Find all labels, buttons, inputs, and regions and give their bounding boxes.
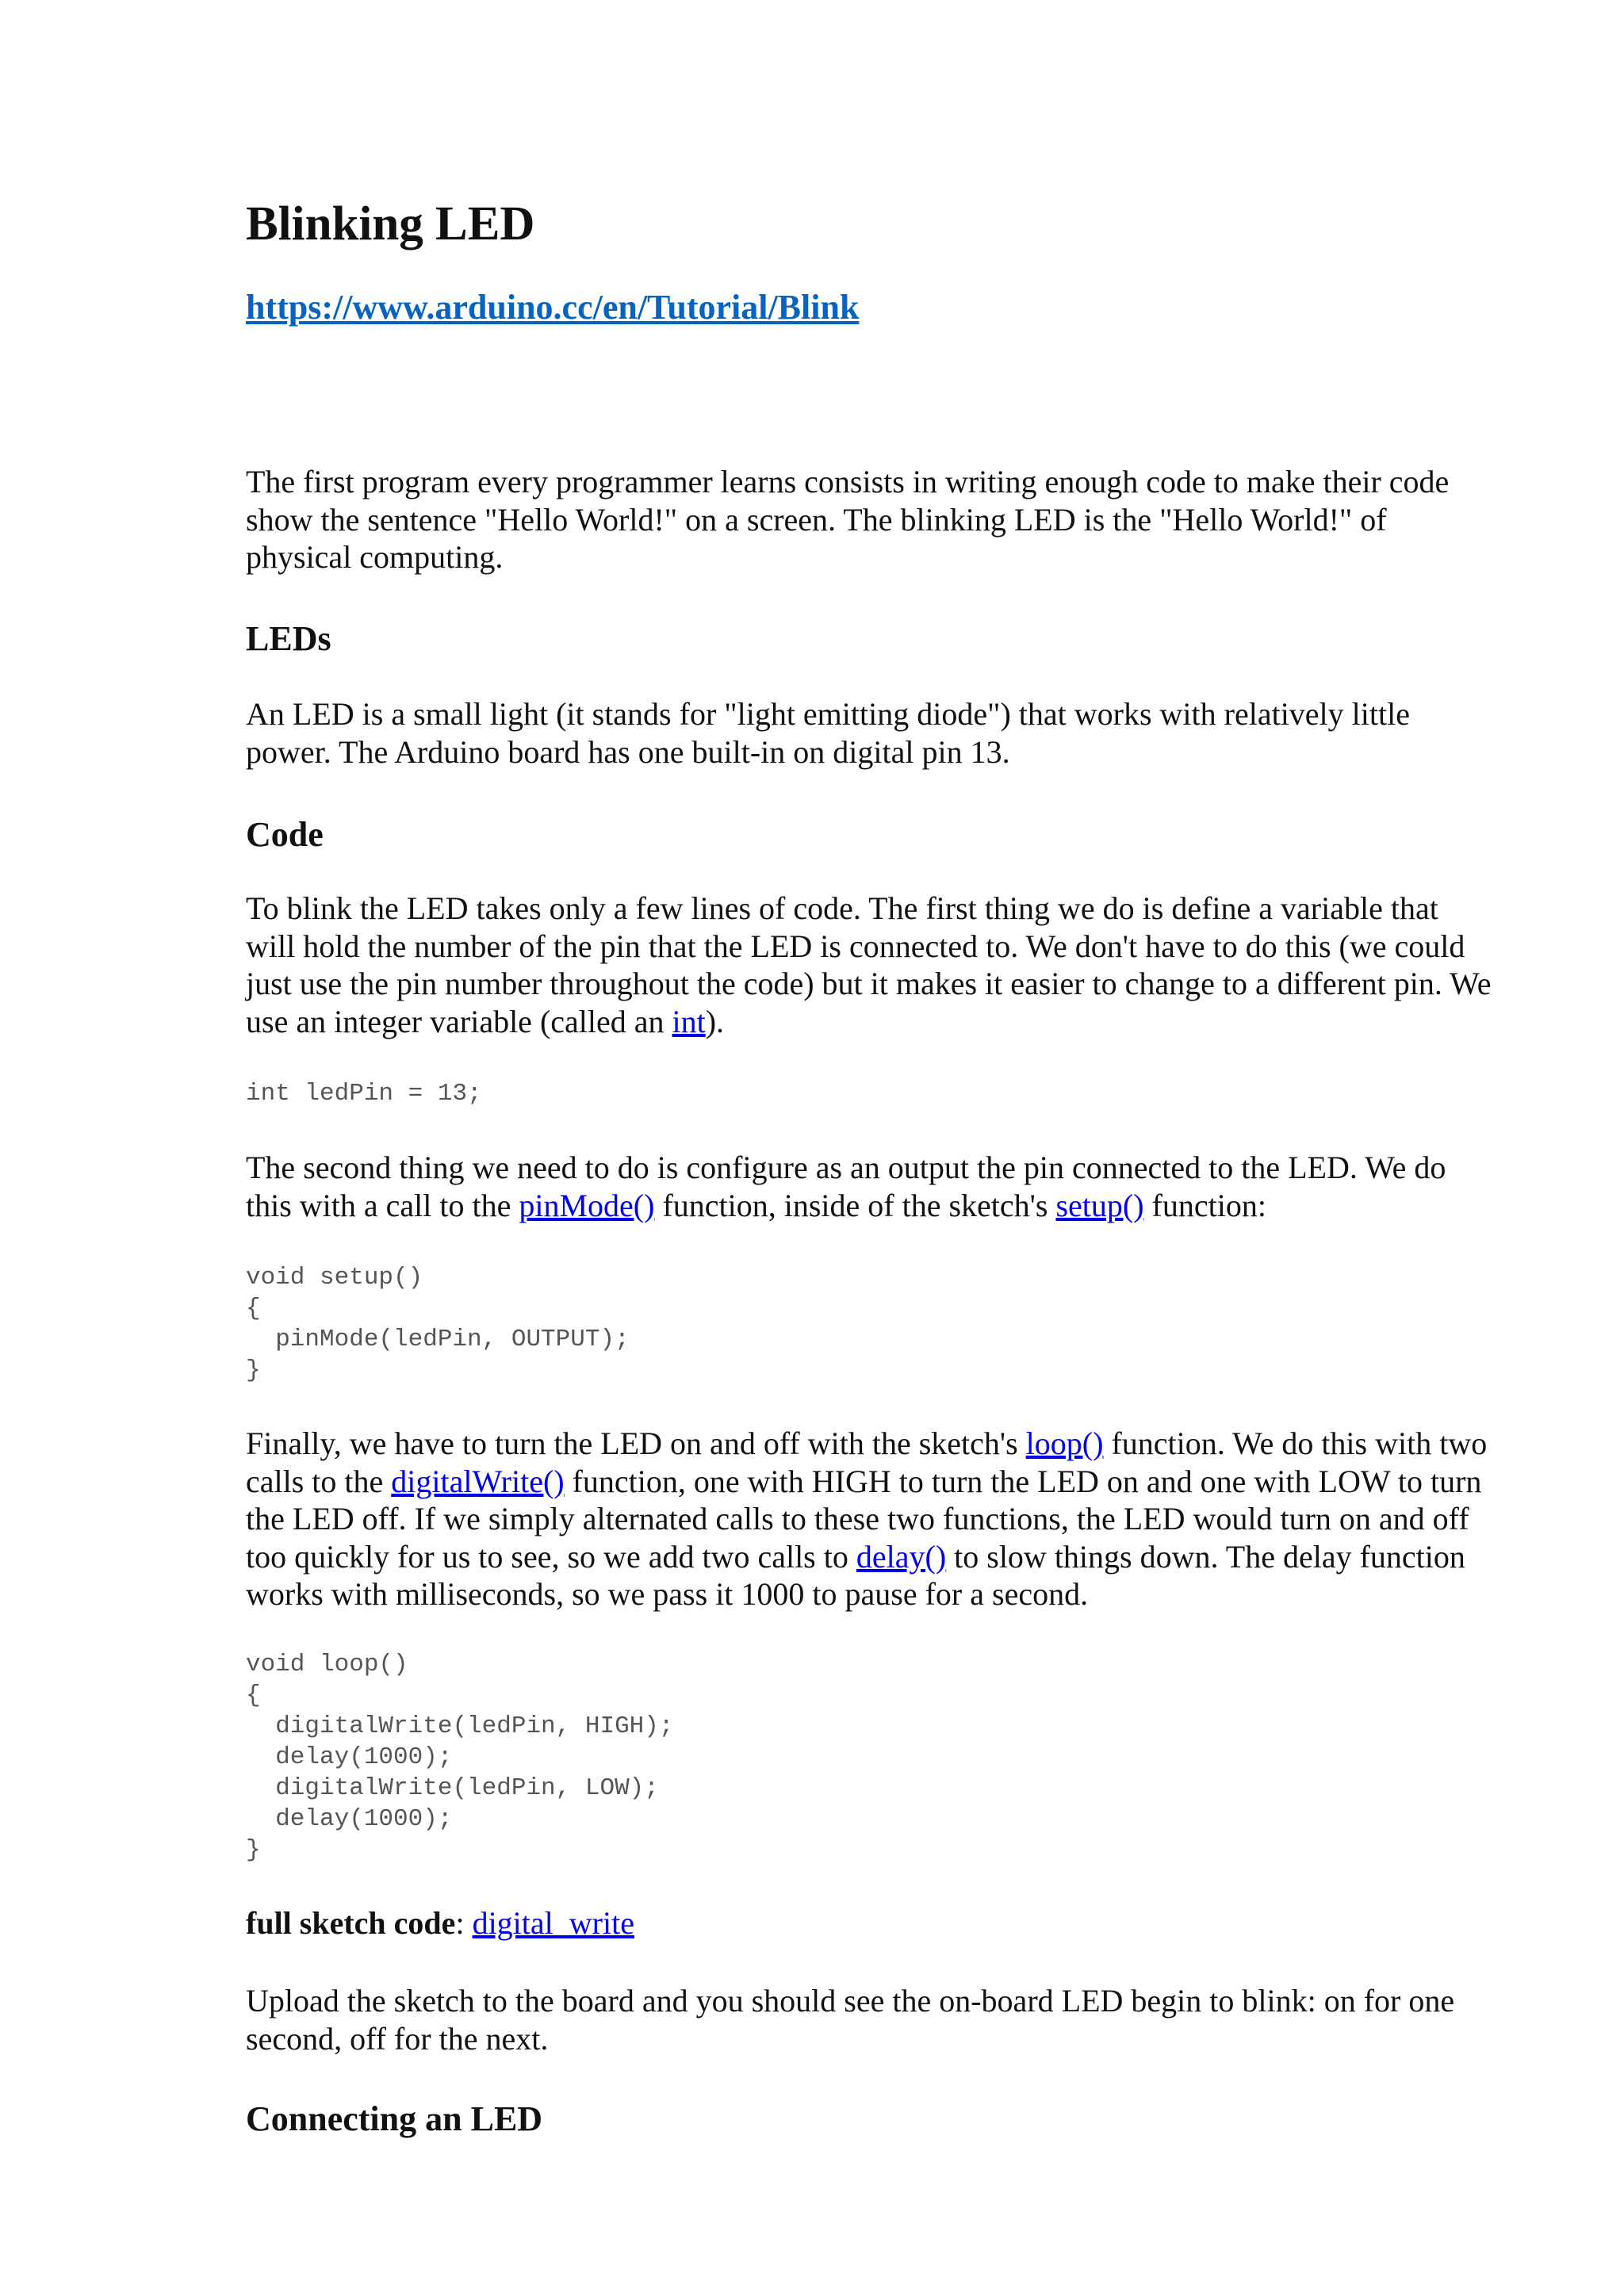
finally-text-line: Finally, we have to turn the LED on and off with the sketch's (246, 1425, 1026, 1461)
intro-line: physical computing. (246, 539, 504, 575)
intro-paragraph (246, 463, 1449, 576)
code-block-loop: void loop() { digitalWrite(ledPin, HIGH); delay(1000); digitalWrite(ledPin, LOW); delay(1000); } (246, 1651, 674, 1864)
intro-line: show the sentence "Hello World!" on a screen. The blinking LED is the "Hello World!" of (246, 501, 1387, 538)
leds-paragraph (246, 695, 1410, 771)
finally-text-line: function. We do this with two (1103, 1425, 1488, 1461)
second-text-line: this with a call to the (246, 1187, 519, 1223)
pinmode-link[interactable]: pinMode() (519, 1187, 655, 1223)
finally-text-line: calls to the (246, 1463, 392, 1499)
page-title: Blinking LED (246, 197, 535, 251)
full-sketch-line (246, 1904, 634, 1942)
leds-line: An LED is a small light (it stands for "light emitting diode") that works with relatively little (246, 696, 1410, 732)
leds-line: power. The Arduino board has one built-in on digital pin 13. (246, 733, 1010, 770)
code-text-line: ). (705, 1003, 725, 1039)
code-text-line: just use the pin number throughout the code) but it makes it easier to change to a different pin. We (246, 966, 1492, 1001)
code-heading: Code (246, 815, 324, 854)
int-link[interactable]: int (672, 1003, 706, 1039)
leds-heading: LEDs (246, 619, 331, 658)
second-text-line: function, inside of the sketch's (654, 1187, 1056, 1223)
finally-text-line: to slow things down. The delay function (946, 1538, 1465, 1575)
delay-link[interactable]: delay() (856, 1538, 947, 1575)
finally-text-line: the LED off. If we simply alternated calls to these two functions, the LED would turn on and off (246, 1501, 1469, 1536)
upload-paragraph (246, 1982, 1454, 2057)
finally-text-line: works with milliseconds, so we pass it 1000 to pause for a second. (246, 1576, 1089, 1612)
second-paragraph (246, 1149, 1446, 1224)
source-url-link[interactable]: https://www.arduino.cc/en/Tutorial/Blink (246, 288, 860, 327)
finally-paragraph (246, 1425, 1487, 1613)
finally-text-line: function, one with HIGH to turn the LED on and one with LOW to turn (564, 1463, 1482, 1499)
intro-line: The first program every programmer learns consists in writing enough code to make their code (246, 464, 1450, 499)
code-text-line: use an integer variable (called an (246, 1003, 672, 1039)
digitalwrite-link[interactable]: digitalWrite() (391, 1463, 565, 1499)
finally-text-line: too quickly for us to see, so we add two calls to (246, 1538, 856, 1575)
setup-link[interactable]: setup() (1055, 1187, 1144, 1223)
second-text-line: The second thing we need to do is configure as an output the pin connected to the LED. We do (246, 1150, 1446, 1185)
upload-line: Upload the sketch to the board and you should see the on-board LED begin to blink: on for one (246, 1983, 1455, 2019)
second-text-line: function: (1143, 1187, 1266, 1223)
code-paragraph (246, 890, 1491, 1040)
loop-link[interactable]: loop() (1025, 1425, 1104, 1461)
full-sketch-separator: : (455, 1905, 473, 1941)
digital-write-link[interactable]: digital_write (472, 1905, 634, 1941)
code-block-variable: int ledPin = 13; (246, 1080, 482, 1108)
code-text-line: To blink the LED takes only a few lines of code. The first thing we do is define a variable that (246, 890, 1438, 926)
full-sketch-label: full sketch code (246, 1905, 456, 1941)
code-block-setup: void setup() { pinMode(ledPin, OUTPUT); } (246, 1264, 630, 1384)
code-text-line: will hold the number of the pin that the LED is connected to. We don't have to do this (we could (246, 928, 1465, 964)
upload-line: second, off for the next. (246, 2020, 549, 2057)
connecting-led-heading: Connecting an LED (246, 2099, 543, 2138)
